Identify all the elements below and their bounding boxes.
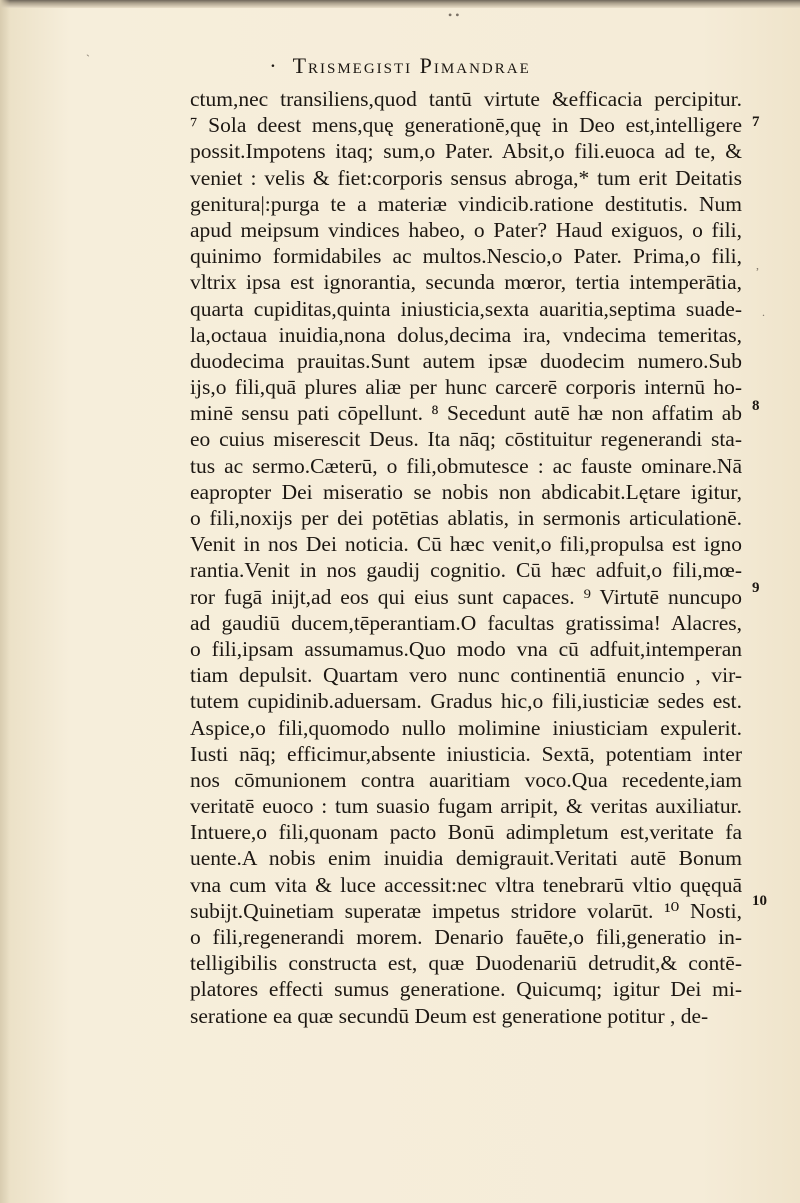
text-line: uente.A nobis enim inuidia demigrauit.Veritati autē Bonum (190, 846, 742, 871)
page-top-edge (0, 0, 800, 8)
text-line: vltrix ipsa est ignorantia, secunda mœror, tertia intemperātia, (190, 270, 742, 295)
text-line: Intuere,o fili,quonam pacto Bonū adimpletum est,veritate fa (190, 820, 742, 845)
text-line: o fili,noxijs per dei potētias ablatis, in sermonis articulationē. (190, 506, 742, 530)
text-line: veniet : velis & fiet:corporis sensus abroga,* tum erit Deitatis (190, 165, 742, 190)
running-head-dot: · (269, 53, 279, 78)
text-line: telligibilis constructa est, quæ Duodenariū detrudit,& contē- (190, 951, 742, 976)
text-line: genitura|:purga te a materiæ vindicib.ratione destitutis. Num (190, 191, 742, 216)
text-line: ctum,nec transiliens,quod tantū virtute &efficacia percipitur. (190, 87, 742, 111)
margin-number: 9 (752, 580, 760, 596)
body-text (190, 86, 742, 1029)
text-line: ijs,o fili,quā plures aliæ per hunc carcerē corporis internū ho- (190, 375, 742, 400)
text-line: eapropter Dei miseratio se nobis non abdicabit.Lętare igitur, (190, 479, 742, 504)
text-line: apud meipsum vindices habeo, o Pater? Haud exiguos, o fili, (190, 217, 742, 242)
text-line: Aspice,o fili,quomodo nullo molimine iniusticiam expulerit. (190, 715, 742, 740)
text-line: vna cum vita & luce accessit:nec vltra tenebrarū vltio quęquā (190, 872, 742, 897)
text-line: Venit in nos Dei noticia. Cū hæc venit,o fili,propulsa est igno (190, 532, 742, 557)
text-line: o fili,ipsam assumamus.Quo modo vna cū adfuit,intemperan (190, 636, 742, 661)
text-line: quarta cupiditas,quinta iniusticia,sexta auaritia,septima suade- (190, 296, 742, 321)
text-line: o fili,regenerandi morem. Denario fauēte,o fili,generatio in- (190, 925, 742, 949)
text-line: tutem cupidinib.aduersam. Gradus hic,o fili,iusticiæ sedes est. (190, 689, 742, 714)
text-line: nos cōmunionem contra auaritiam voco.Qua recedente,iam (190, 767, 742, 792)
text-line: subijt.Quinetiam superatæ impetus stridore volarūt. ¹⁰ Nosti, (190, 898, 742, 923)
ink-speck: . (762, 305, 765, 319)
text-line: seratione ea quæ secundū Deum est generatione potitur , de- (190, 1003, 709, 1028)
margin-number: 10 (752, 893, 767, 909)
text-line: tus ac sermo.Cæterū, o fili,obmutesce : ac fauste ominare.Nā (190, 453, 742, 478)
text-line: la,octaua inuidia,nona dolus,decima ira, vndecima temeritas, (190, 322, 742, 347)
text-line: quinimo formidabiles ac multos.Nescio,o Pater. Prima,o fili, (190, 244, 742, 269)
running-head-title: Trismegisti Pimandrae (292, 53, 531, 78)
text-line: ror fugā inijt,ad eos qui eius sunt capaces. ⁹ Virtutē nuncupo (190, 584, 742, 609)
text-line: rantia.Venit in nos gaudij cognitio. Cū hæc adfuit,o fili,mœ- (190, 558, 742, 583)
ink-speck: • • (448, 8, 460, 22)
text-line: ad gaudiū ducem,tēperantiam.O facultas gratissima! Alacres, (190, 610, 742, 635)
running-head (0, 53, 800, 79)
text-line: possit.Impotens itaq; sum,o Pater. Absit,o fili.euoca ad te, & (190, 139, 742, 164)
text-line: ⁷ Sola deest mens,quę generationē,quę in Deo est,intelligere (190, 113, 742, 138)
ink-speck: ` (86, 52, 90, 66)
margin-number: 7 (752, 114, 760, 130)
ink-speck: , (756, 258, 759, 272)
gutter-shadow (0, 0, 10, 1203)
text-line: minē sensu pati cōpellunt. ⁸ Secedunt autē hæ non affatim ab (190, 401, 742, 426)
text-line: Iusti nāq; efficimur,absente iniusticia. Sextā, potentiam inter (190, 741, 742, 766)
text-line: tiam depulsit. Quartam vero nunc continentiā enuncio , vir- (190, 663, 742, 688)
margin-number: 8 (752, 398, 760, 414)
text-line: eo cuius miserescit Deus. Ita nāq; cōstituitur regenerandi sta- (190, 427, 742, 452)
text-line: duodecima prauitas.Sunt autem ipsæ duodecim numero.Sub (190, 348, 742, 373)
text-line: veritatē euoco : tum suasio fugam arripit, & veritas auxiliatur. (190, 794, 742, 819)
text-line: platores effecti sumus generatione. Quicumq; igitur Dei mi- (190, 977, 742, 1002)
